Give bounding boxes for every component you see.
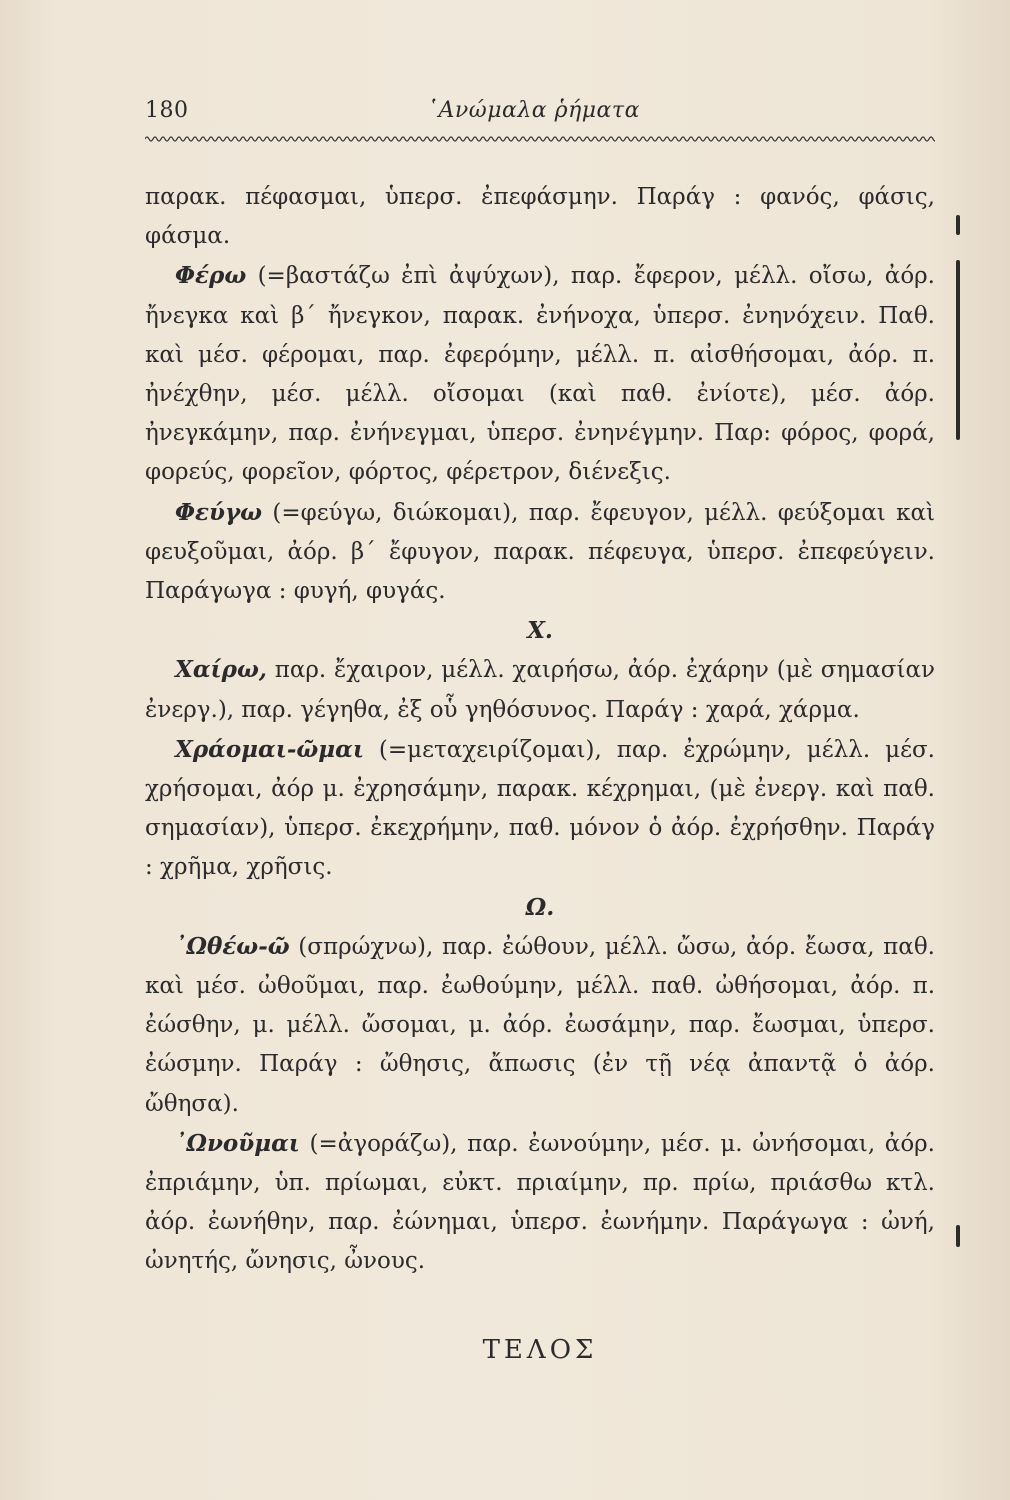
entry-headword: ᾿Ωνοῦμαι xyxy=(175,1129,300,1157)
wavy-rule-divider xyxy=(145,134,935,144)
paragraph-text: παρακ. πέφασμαι, ὑπερσ. ἐπεφάσμην. Παράγ : φανός, φάσις, φάσμα. xyxy=(145,184,935,250)
entry-text: (σπρώχνω), παρ. ἐώθουν, μέλλ. ὤσω, ἀόρ. ἔωσα, παθ. καὶ μέσ. ὠθοῦμαι, παρ. ἐωθούμην, μέλλ. παθ. ὠθήσομαι, ἀόρ. π. ἐώσθην, μ. μέλλ. ὤσομαι, μ. ἀόρ. ἐωσάμην, παρ. ἔωσμαι, ὑπερσ. ἐώσμην. Παράγ : ὤθησις, ἄπωσις (ἐν τῇ νέᾳ ἀπαντᾷ ὁ ἀόρ. ὤθησα). xyxy=(145,933,935,1117)
margin-bar-mark xyxy=(956,215,960,235)
margin-bar-mark xyxy=(956,1225,960,1247)
entry-text: (=βαστάζω ἐπὶ ἀψύχων), παρ. ἔφερον, μέλλ. οἴσω, ἀόρ. ἤνεγκα καὶ β΄ ἤνεγκον, παρακ. ἐνήνοχα, ὑπερσ. ἐνηνόχειν. Παθ. καὶ μέσ. φέρομαι, παρ. ἐφερόμην, μέλλ. π. αἰσθήσομαι, ἀόρ. π. ἠνέχθην, μέσ. μέλλ. οἴσομαι (καὶ παθ. ἐνίοτε), μέσ. ἀόρ. ἠνεγκάμην, παρ. ἐνήνεγμαι, ὑπερσ. ἐνηνέγμην. Παρ: φόρος, φορά, φορεύς, φορεῖον, φόρτος, φέρετρον, διένεξις. xyxy=(145,263,935,486)
entry-headword: ᾿Ωθέω-ῶ xyxy=(175,932,290,960)
page-header xyxy=(145,98,935,128)
margin-bar-mark xyxy=(956,260,960,440)
entry-otheo xyxy=(145,927,935,1124)
entry-chraomai xyxy=(145,730,935,888)
entry-headword: Χαίρω, xyxy=(175,656,267,684)
end-mark: ΤΕΛΟΣ xyxy=(482,1335,598,1365)
margin-marks xyxy=(952,215,968,1315)
entry-text: (=φεύγω, διώκομαι), παρ. ἔφευγον, μέλλ. φεύξομαι καὶ φευξοῦμαι, ἀόρ. β΄ ἔφυγον, παρακ. πέφευγα, ὑπερσ. ἐπεφεύγειν. Παράγωγα : φυγή, φυγάς. xyxy=(145,499,935,605)
entry-onoumai xyxy=(145,1124,935,1282)
entry-headword: Φέρω xyxy=(175,262,247,290)
entry-text: (=ἀγοράζω), παρ. ἐωνούμην, μέσ. μ. ὠνήσομαι, ἀόρ. ἐπριάμην, ὑπ. πρίωμαι, εὐκτ. πριαίμην, πρ. πρίω, πριάσθω κτλ. ἀόρ. ἐωνήθην, παρ. ἐώνημαι, ὑπερσ. ἐωνήμην. Παράγωγα : ὠνή, ὠνητής, ὤνησις, ὦνους. xyxy=(145,1130,935,1275)
section-heading-omega: Ω. xyxy=(525,893,555,921)
main-text xyxy=(145,178,935,1282)
entry-fero xyxy=(145,256,935,492)
entry-text: παρ. ἔχαιρον, μέλλ. χαιρήσω, ἀόρ. ἐχάρην (μὲ σημασίαν ἐνεργ.), παρ. γέγηθα, ἐξ οὗ γηθόσυνος. Παράγ : χαρά, χάρμα. xyxy=(145,657,935,723)
paragraph-continuation xyxy=(145,178,935,256)
entry-headword: Χράομαι-ῶμαι xyxy=(175,735,364,763)
entry-text: (=μεταχειρίζομαι), παρ. ἐχρώμην, μέλλ. μέσ. χρήσομαι, ἀόρ μ. ἐχρησάμην, παρακ. κέχρημαι, (μὲ ἐνεργ. καὶ παθ. σημασίαν), ὑπερσ. ἐκεχρήμην, παθ. μόνον ὁ ἀόρ. ἐχρήσθην. Παράγ : χρῆμα, χρῆσις. xyxy=(145,736,935,881)
entry-feugo xyxy=(145,493,935,612)
page-number: 180 xyxy=(145,98,189,123)
running-title: ῾Ανώμαλα ῥήματα xyxy=(427,98,640,123)
section-heading-chi: Χ. xyxy=(527,617,553,645)
entry-headword: Φεύγω xyxy=(175,498,263,526)
entry-chairo xyxy=(145,650,935,729)
